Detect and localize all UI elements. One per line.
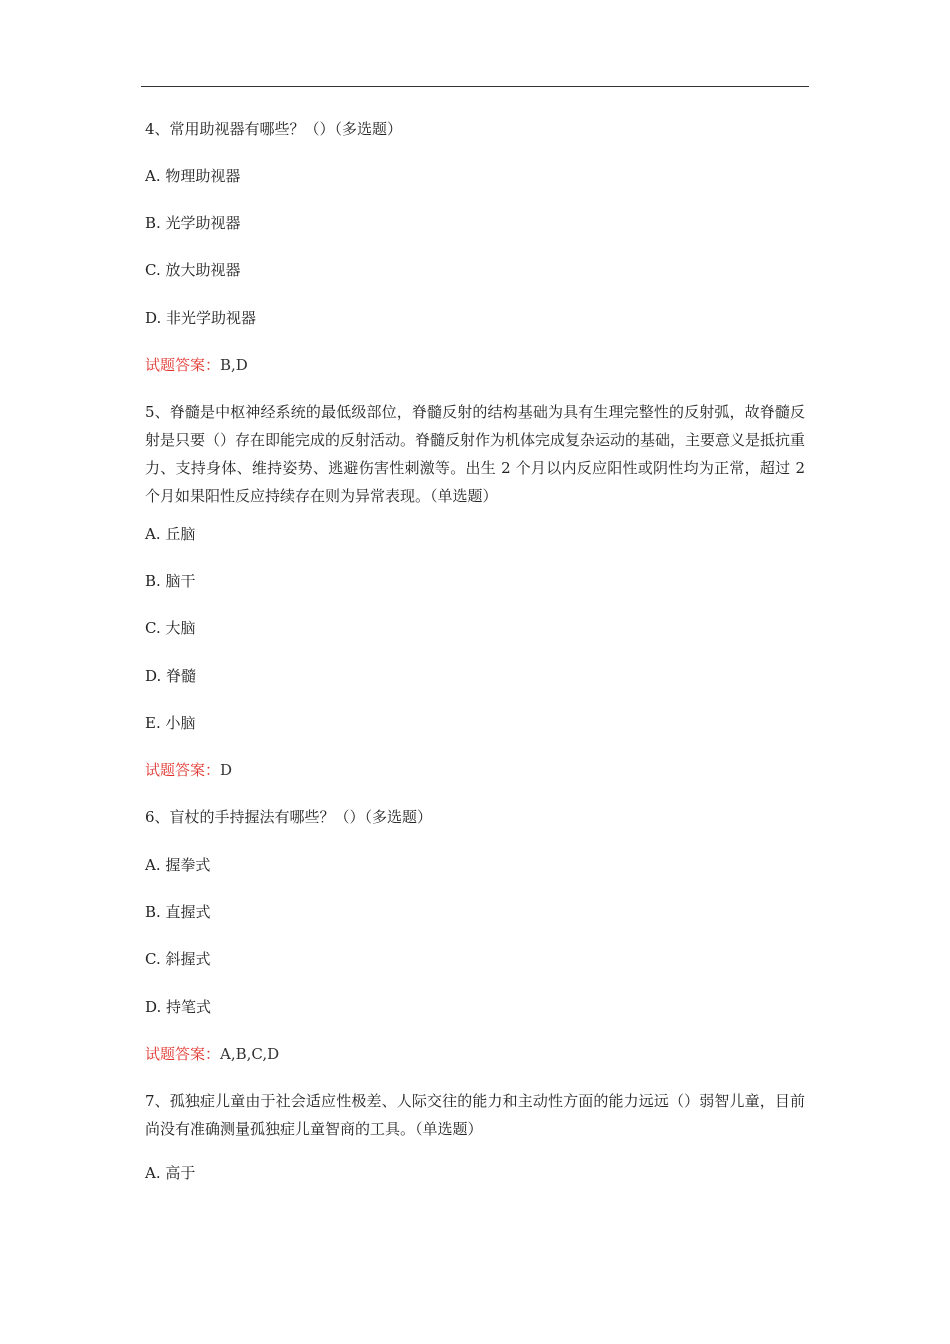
question-6-option-a: A. 握拳式 — [145, 856, 211, 874]
question-4-option-d: D. 非光学助视器 — [145, 309, 257, 327]
answer-label: 试题答案： — [145, 1045, 221, 1063]
question-5-option-e: E. 小脑 — [145, 714, 196, 732]
question-6-answer — [145, 1040, 279, 1068]
question-4-option-c: C. 放大助视器 — [145, 261, 241, 279]
question-5-stem: 5、脊髓是中枢神经系统的最低级部位，脊髓反射的结构基础为具有生理完整性的反射弧，故脊髓反射是只要（）存在即能完成的反射活动。脊髓反射作为机体完成复杂运动的基础，主要意义是抵抗重力、支持身体、维持姿势、逃避伤害性刺激等。出生 2 个月以内反应阳性或阴性均为正常，超过 2 个月如果阳性反应持续存在则为异常表现。（单选题） — [145, 403, 806, 505]
answer-value: B,D — [220, 356, 248, 374]
question-5-option-d: D. 脊髓 — [145, 667, 197, 685]
answer-value: D — [220, 761, 233, 779]
question-4-answer — [145, 351, 248, 379]
header-rule — [141, 86, 809, 87]
question-7-option-a: A. 高于 — [145, 1164, 196, 1182]
question-4-option-a: A. 物理助视器 — [145, 167, 241, 185]
question-4-stem: 4、常用助视器有哪些？（）（多选题） — [145, 120, 403, 138]
question-6-option-c: C. 斜握式 — [145, 950, 211, 968]
question-6-option-b: B. 直握式 — [145, 903, 211, 921]
question-7-stem: 7、孤独症儿童由于社会适应性极差、人际交往的能力和主动性方面的能力远远（）弱智儿童，目前尚没有准确测量孤独症儿童智商的工具。（单选题） — [145, 1092, 805, 1138]
question-6-option-d: D. 持笔式 — [145, 998, 212, 1016]
question-6-stem: 6、盲杖的手持握法有哪些？（）（多选题） — [145, 808, 433, 826]
question-4-option-b: B. 光学助视器 — [145, 214, 241, 232]
question-5-option-b: B. 脑干 — [145, 572, 196, 590]
answer-label: 试题答案： — [145, 356, 221, 374]
answer-label: 试题答案： — [145, 761, 221, 779]
question-5-option-a: A. 丘脑 — [145, 525, 196, 543]
question-5-option-c: C. 大脑 — [145, 619, 196, 637]
answer-value: A,B,C,D — [220, 1045, 280, 1063]
question-5-answer — [145, 756, 232, 784]
